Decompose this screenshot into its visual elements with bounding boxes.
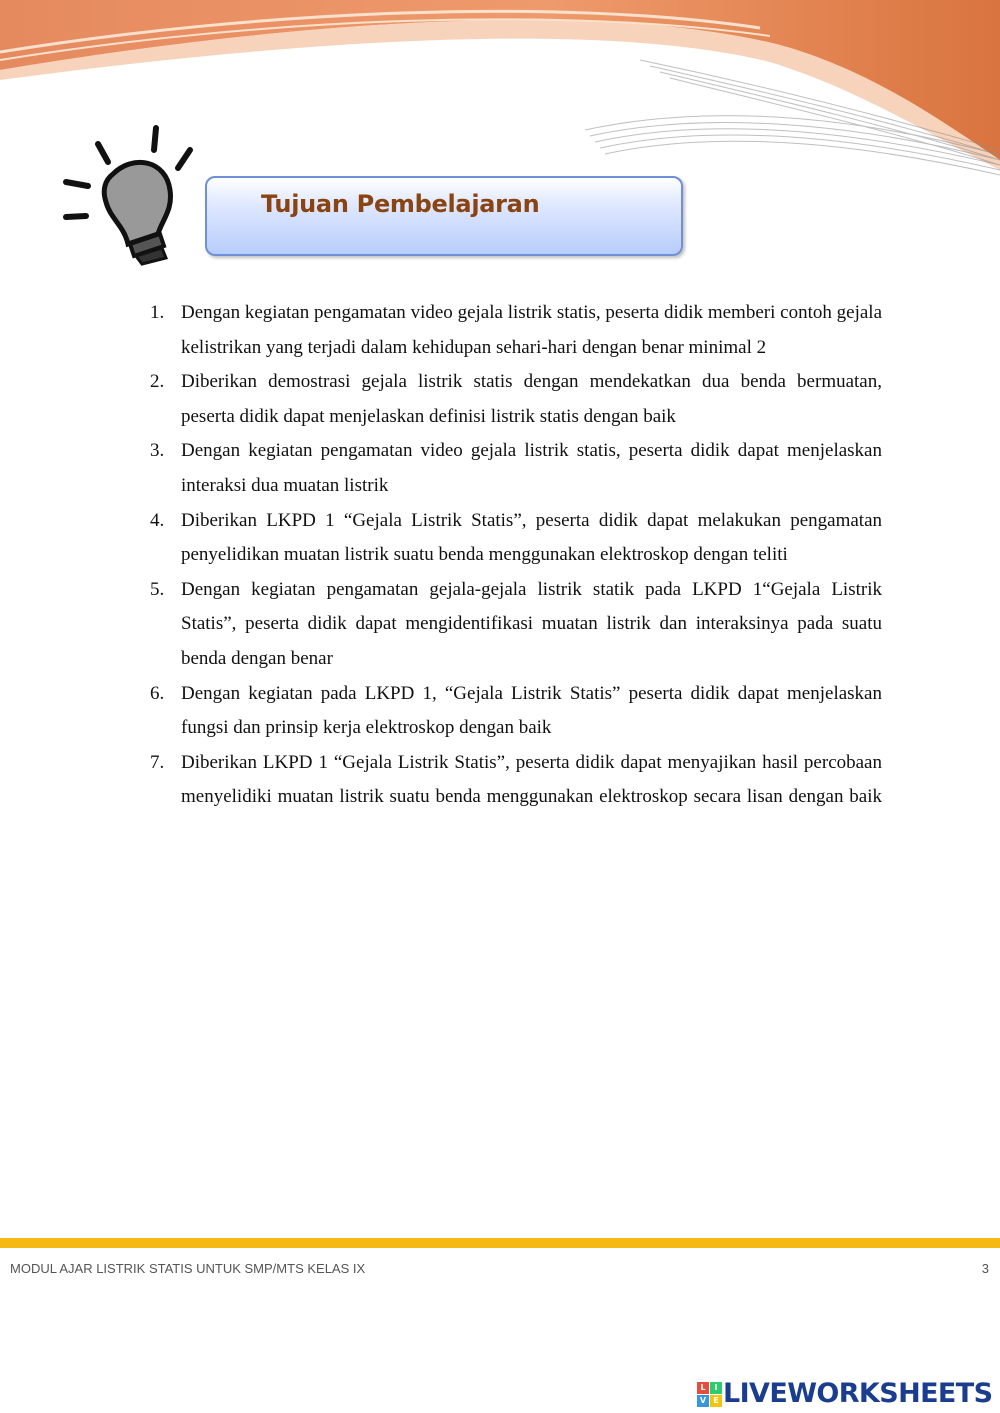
objectives-list: [150, 296, 882, 815]
page-number: 3: [981, 1261, 989, 1276]
brand-name: LIVEWORKSHEETS: [723, 1378, 993, 1409]
liveworksheets-brand[interactable]: [697, 1378, 992, 1409]
footer-divider: [0, 1238, 1000, 1248]
list-item: 4. Diberikan LKPD 1 “Gejala Listrik Statis”, peserta didik dapat melakukan pengamatan penyelidikan muatan listrik suatu benda menggunakan elektroskop dengan teliti: [150, 509, 882, 566]
light-bulb-icon: [58, 122, 198, 272]
list-item: 1. Dengan kegiatan pengamatan video gejala listrik statis, peserta didik memberi contoh gejala kelistrikan yang terjadi dalam kehidupan sehari-hari dengan benar minimal 2: [150, 302, 882, 358]
footer-title: MODUL AJAR LISTRIK STATIS UNTUK SMP/MTS KELAS IX: [10, 1261, 366, 1276]
list-item: 6. Dengan kegiatan pada LKPD 1, “Gejala Listrik Statis” peserta didik dapat menjelaskan fungsi dan prinsip kerja elektroskop dengan baik: [150, 682, 882, 739]
liveworksheets-logo-icon: L I V E: [697, 1382, 721, 1406]
list-item: 7. Diberikan LKPD 1 “Gejala Listrik Statis”, peserta didik dapat menyajikan hasil percobaan menyelidiki muatan listrik suatu benda menggunakan elektroskop secara lisan dengan baik: [150, 751, 882, 808]
list-item: 2. Diberikan demostrasi gejala listrik statis dengan mendekatkan dua benda bermuatan, peserta didik dapat menjelaskan definisi listrik statis dengan baik: [150, 371, 882, 427]
list-item: 5. Dengan kegiatan pengamatan gejala-gejala listrik statik pada LKPD 1“Gejala Listrik Statis”, peserta didik dapat mengidentifikasi muatan listrik dan interaksinya pada suatu benda dengan benar: [150, 578, 882, 669]
section-title-box: [205, 176, 683, 256]
section-title: Tujuan Pembelajaran: [261, 190, 540, 218]
list-item: 3. Dengan kegiatan pengamatan video gejala listrik statis, peserta didik dapat menjelaskan interaksi dua muatan listrik: [150, 440, 882, 496]
